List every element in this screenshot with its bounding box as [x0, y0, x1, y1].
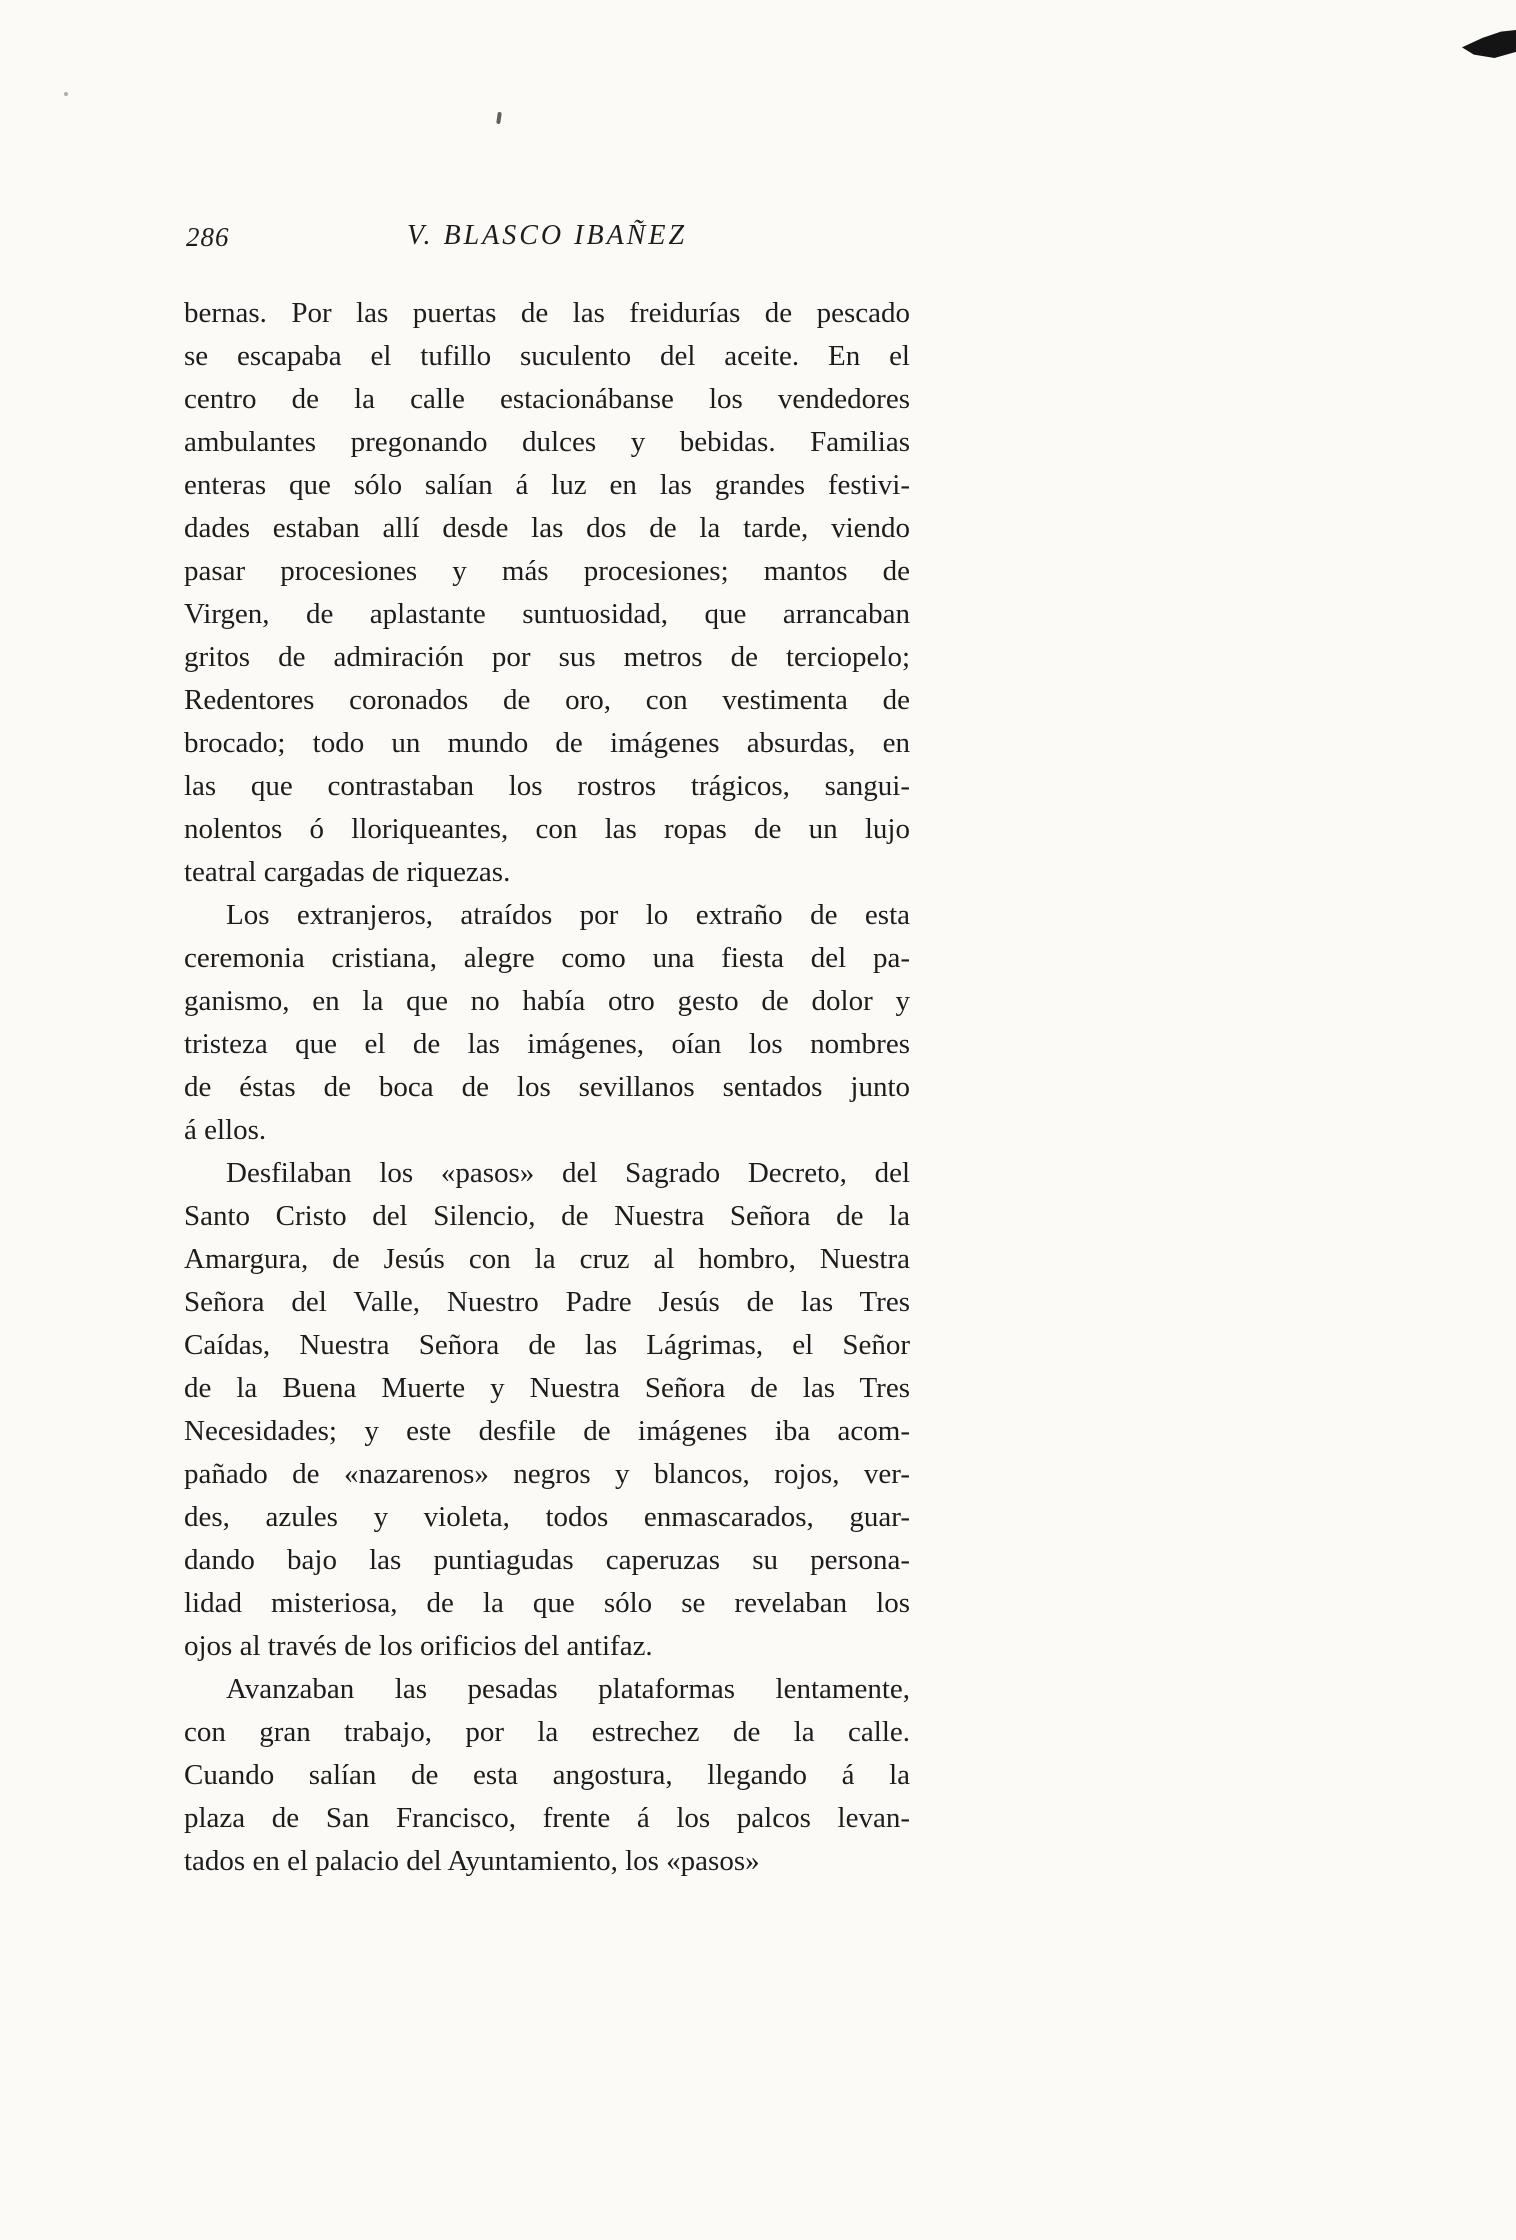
text-line: se escapaba el tufillo suculento del aceite. En el: [184, 340, 910, 372]
text-line: gritos de admiración por sus metros de terciopelo;: [184, 641, 910, 673]
text-line: enteras que sólo salían á luz en las grandes festivi-: [184, 469, 910, 501]
text-line: Los extranjeros, atraídos por lo extraño de esta: [226, 899, 910, 931]
text-line: ambulantes pregonando dulces y bebidas. Familias: [184, 426, 910, 458]
page-number: 286: [186, 222, 230, 252]
scan-speck: [496, 112, 502, 124]
text-line: pasar procesiones y más procesiones; mantos de: [184, 555, 910, 587]
text-line: de éstas de boca de los sevillanos sentados junto: [184, 1071, 910, 1103]
text-line: plaza de San Francisco, frente á los palcos levan-: [184, 1802, 910, 1834]
text-line: des, azules y violeta, todos enmascarados, guar-: [184, 1501, 910, 1533]
text-line: las que contrastaban los rostros trágicos, sangui-: [184, 770, 910, 802]
text-line: dando bajo las puntiagudas caperuzas su persona-: [184, 1544, 910, 1576]
paragraph: [184, 292, 910, 894]
paragraph: [184, 1152, 910, 1668]
running-title: V. BLASCO IBAÑEZ: [406, 220, 688, 251]
text-line: ojos al través de los orificios del antifaz.: [184, 1630, 653, 1662]
text-block: [184, 292, 910, 1883]
text-line: bernas. Por las puertas de las freidurías de pescado: [184, 297, 910, 329]
text-line: lidad misteriosa, de la que sólo se revelaban los: [184, 1587, 910, 1619]
page-header: [184, 220, 910, 260]
text-line: Señora del Valle, Nuestro Padre Jesús de las Tres: [184, 1286, 910, 1318]
text-line: dades estaban allí desde las dos de la tarde, viendo: [184, 512, 910, 544]
text-line: Cuando salían de esta angostura, llegando á la: [184, 1759, 910, 1791]
text-line: nolentos ó lloriqueantes, con las ropas de un lujo: [184, 813, 910, 845]
text-line: Amargura, de Jesús con la cruz al hombro, Nuestra: [184, 1243, 910, 1275]
text-line: tados en el palacio del Ayuntamiento, los «pasos»: [184, 1845, 760, 1877]
text-line: centro de la calle estacionábanse los vendedores: [184, 383, 910, 415]
text-line: tristeza que el de las imágenes, oían los nombres: [184, 1028, 910, 1060]
text-line: ganismo, en la que no había otro gesto de dolor y: [184, 985, 910, 1017]
text-line: ceremonia cristiana, alegre como una fiesta del pa-: [184, 942, 910, 974]
paragraph: [184, 1668, 910, 1883]
text-line: Necesidades; y este desfile de imágenes iba acom-: [184, 1415, 910, 1447]
text-line: Santo Cristo del Silencio, de Nuestra Señora de la: [184, 1200, 910, 1232]
text-line: Caídas, Nuestra Señora de las Lágrimas, el Señor: [184, 1329, 910, 1361]
text-line: teatral cargadas de riquezas.: [184, 856, 511, 888]
text-line: pañado de «nazarenos» negros y blancos, rojos, ver-: [184, 1458, 910, 1490]
text-line: Redentores coronados de oro, con vestimenta de: [184, 684, 910, 716]
text-line: Virgen, de aplastante suntuosidad, que arrancaban: [184, 598, 910, 630]
scan-artifact-corner: [1462, 30, 1516, 58]
text-line: Avanzaban las pesadas plataformas lentamente,: [226, 1673, 910, 1705]
text-line: con gran trabajo, por la estrechez de la calle.: [184, 1716, 910, 1748]
text-line: brocado; todo un mundo de imágenes absurdas, en: [184, 727, 910, 759]
text-line: de la Buena Muerte y Nuestra Señora de las Tres: [184, 1372, 910, 1404]
text-line: á ellos.: [184, 1114, 267, 1146]
scan-dot: [64, 92, 68, 96]
paragraph: [184, 894, 910, 1152]
text-line: Desfilaban los «pasos» del Sagrado Decreto, del: [226, 1157, 910, 1189]
